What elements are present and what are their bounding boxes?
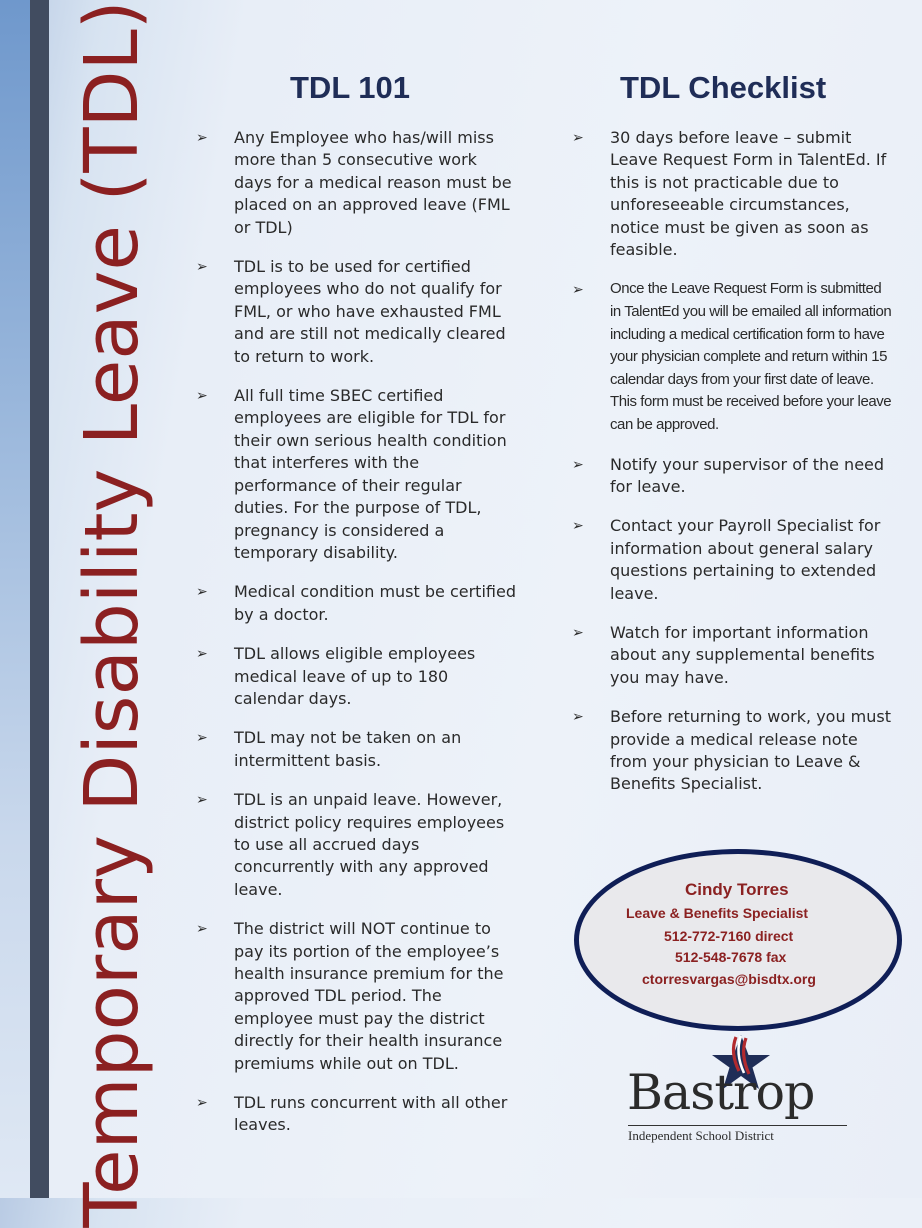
arrow-bullet-icon: ➢ xyxy=(572,518,584,535)
list-item xyxy=(196,581,516,626)
list-item-text: Once the Leave Request Form is submitted in TalentEd you will be emailed all information including a medical certification form to have your physician complete and return within 15 calendar days from your first date of leave. This form must be received before your leave can be approved. xyxy=(610,280,892,433)
list-item-text: TDL runs concurrent with all other leaves. xyxy=(234,1093,508,1135)
arrow-bullet-icon: ➢ xyxy=(196,584,208,601)
side-bar xyxy=(30,0,49,1198)
arrow-bullet-icon: ➢ xyxy=(572,625,584,642)
contact-phone: 512-772-7160 direct xyxy=(664,928,794,944)
list-item-text: TDL is to be used for certified employees who do not qualify for FML, or who have exhausted FML and are still not medically cleared to return to work. xyxy=(234,257,506,366)
list-item xyxy=(572,454,892,499)
list-item-text: Contact your Payroll Specialist for information about general salary questions pertaining to extended leave. xyxy=(610,516,881,603)
list-item xyxy=(196,727,516,772)
list-item xyxy=(196,1092,516,1137)
arrow-bullet-icon: ➢ xyxy=(196,646,208,663)
arrow-bullet-icon: ➢ xyxy=(196,259,208,276)
logo-wordmark: Bastrop xyxy=(627,1064,815,1121)
list-item xyxy=(196,127,516,239)
tdl-checklist-heading: TDL Checklist xyxy=(620,70,827,105)
list-item-text: Watch for important information about any supplemental benefits you may have. xyxy=(610,623,875,687)
arrow-bullet-icon: ➢ xyxy=(196,388,208,405)
logo-subtitle: Independent School District xyxy=(628,1128,774,1143)
logo-divider xyxy=(628,1125,847,1126)
arrow-bullet-icon: ➢ xyxy=(196,792,208,809)
list-item-text: TDL allows eligible employees medical leave of up to 180 calendar days. xyxy=(234,644,476,708)
contact-name: Cindy Torres xyxy=(685,880,789,899)
edge-gradient-strip xyxy=(0,0,30,1198)
arrow-bullet-icon: ➢ xyxy=(196,921,208,938)
tdl-checklist-list xyxy=(572,127,892,813)
list-item xyxy=(196,643,516,710)
contact-title: Leave & Benefits Specialist xyxy=(626,905,809,921)
list-item-text: Medical condition must be certified by a doctor. xyxy=(234,582,516,624)
arrow-bullet-icon: ➢ xyxy=(572,281,584,298)
list-item xyxy=(572,706,892,796)
arrow-bullet-icon: ➢ xyxy=(572,709,584,726)
tdl-101-list xyxy=(196,127,516,1154)
arrow-bullet-icon: ➢ xyxy=(196,1095,208,1112)
list-item-text: TDL may not be taken on an intermittent basis. xyxy=(234,728,462,770)
arrow-bullet-icon: ➢ xyxy=(196,730,208,747)
list-item xyxy=(196,385,516,564)
list-item xyxy=(572,278,892,436)
contact-fax: 512-548-7678 fax xyxy=(675,949,787,965)
list-item xyxy=(572,127,892,261)
list-item xyxy=(572,515,892,605)
list-item-text: TDL is an unpaid leave. However, district policy requires employees to use all accrued days concurrently with any approved leave. xyxy=(234,790,505,899)
list-item-text: The district will NOT continue to pay its portion of the employee’s health insurance premium for the approved TDL period. The employee must pay the district directly for their health insurance premiums while out on TDL. xyxy=(234,919,504,1073)
list-item xyxy=(196,789,516,901)
arrow-bullet-icon: ➢ xyxy=(196,130,208,146)
contact-email: ctorresvargas@bisdtx.org xyxy=(642,971,816,987)
side-title: Temporary Disability Leave (TDL) xyxy=(69,0,155,1228)
list-item-text: 30 days before leave – submit Leave Request Form in TalentEd. If this is not practicable due to unforeseeable circumstances, notice must be given as soon as feasible. xyxy=(610,128,887,260)
list-item xyxy=(196,256,516,368)
list-item-text: Notify your supervisor of the need for leave. xyxy=(610,454,885,496)
arrow-bullet-icon: ➢ xyxy=(572,130,584,146)
list-item-text: All full time SBEC certified employees are eligible for TDL for their own serious health condition that interferes with the performance of their regular duties. For the purpose of TDL, pregnancy is considered a temporary disability. xyxy=(234,386,507,562)
list-item xyxy=(572,622,892,689)
list-item-text: Before returning to work, you must provide a medical release note from your physician to Leave & Benefits Specialist. xyxy=(610,707,892,794)
tdl-101-heading: TDL 101 xyxy=(290,70,411,105)
arrow-bullet-icon: ➢ xyxy=(572,456,584,473)
list-item xyxy=(196,918,516,1075)
list-item-text: Any Employee who has/will miss more than 5 consecutive work days for a medical reason must be placed on an approved leave (FML or TDL) xyxy=(234,128,512,237)
